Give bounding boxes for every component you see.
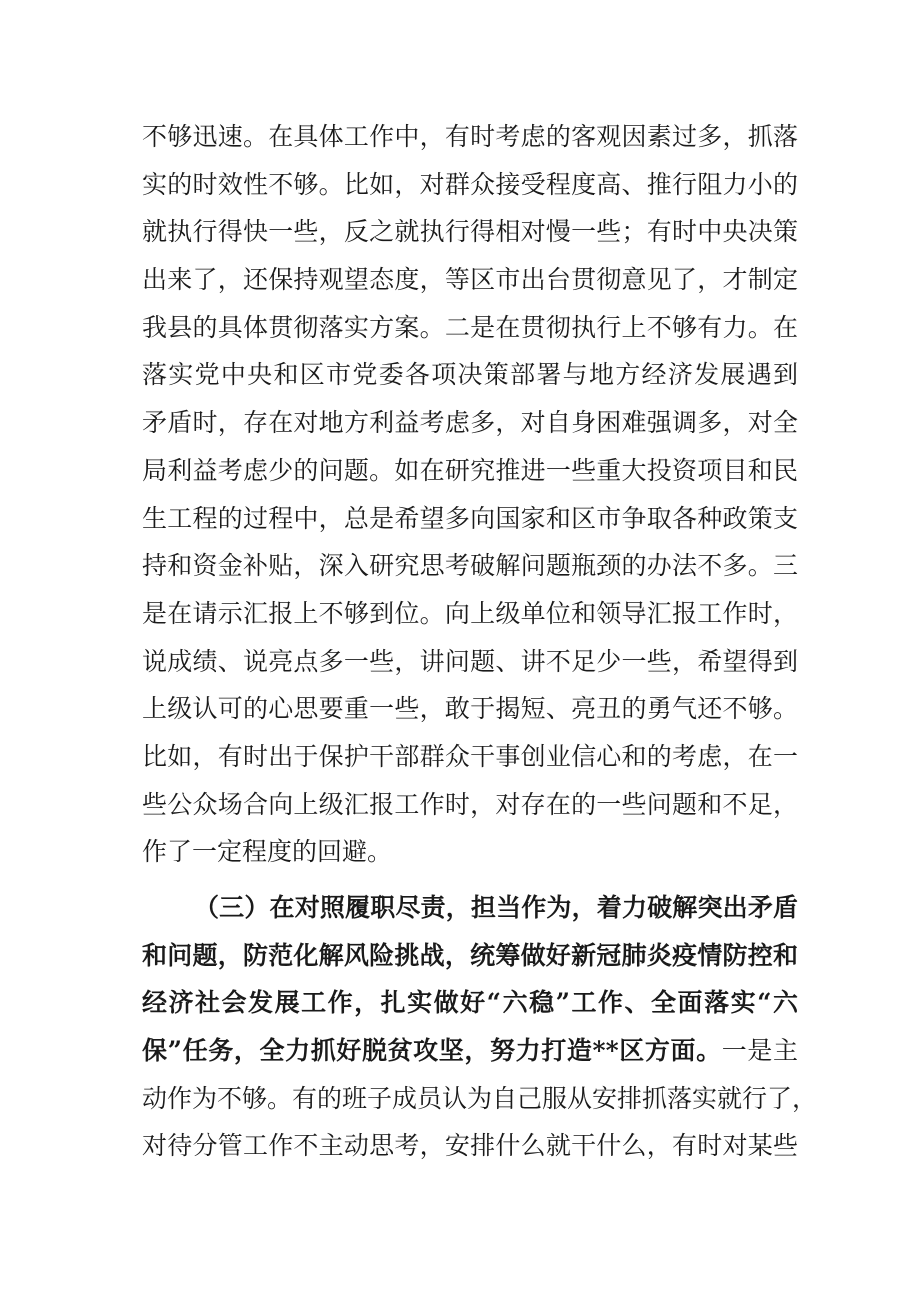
text-line: 生工程的过程中，总是希望多向国家和区市争取各种政策支: [142, 503, 798, 533]
body-text: [142, 113, 818, 1170]
text-line: 出来了，还保持观望态度，等区市出台贯彻意见了，才制定: [142, 265, 798, 295]
text-span: 一是主: [721, 1036, 798, 1066]
text-line: 作了一定程度的回避。: [142, 837, 393, 867]
paragraph-gap: [142, 876, 798, 884]
text-line: 说成绩、说亮点多一些，讲问题、讲不足少一些，希望得到: [142, 646, 798, 676]
text-line: 局利益考虑少的问题。如在研究推进一些重大投资项目和民: [142, 455, 798, 485]
text-line: 动作为不够。有的班子成员认为自己服从安排抓落实就行了，: [142, 1083, 818, 1113]
text-line: 实的时效性不够。比如，对群众接受程度高、推行阻力小的: [142, 169, 798, 199]
section-heading-tail: 保”任务，全力抓好脱贫攻坚，努力打造**区方面。: [142, 1036, 722, 1066]
text-line: 些公众场合向上级汇报工作时，对存在的一些问题和不足，: [142, 789, 798, 819]
text-line: 是在请示汇报上不够到位。向上级单位和领导汇报工作时，: [142, 598, 798, 628]
text-line: 持和资金补贴，深入研究思考破解问题瓶颈的办法不多。三: [142, 551, 798, 581]
section-heading-line: 经济社会发展工作，扎实做好“六稳”工作、全面落实“六: [142, 988, 798, 1018]
section-heading-line: 和问题，防范化解风险挑战，统筹做好新冠肺炎疫情防控和: [142, 940, 798, 970]
text-line: 比如，有时出于保护干部群众干事创业信心和的考虑，在一: [142, 741, 798, 771]
text-line: 不够迅速。在具体工作中，有时考虑的客观因素过多，抓落: [142, 122, 798, 151]
text-line: 上级认可的心思要重一些，敢于揭短、亮丑的勇气还不够。: [142, 694, 798, 724]
text-line: 就执行得快一些，反之就执行得相对慢一些；有时中央决策: [142, 217, 798, 247]
text-line: 我县的具体贯彻落实方案。二是在贯彻执行上不够有力。在: [142, 312, 798, 342]
mixed-line: [142, 1027, 798, 1075]
text-line: 落实党中央和区市党委各项决策部署与地方经济发展遇到: [142, 360, 798, 390]
text-line: 对待分管工作不主动思考，安排什么就干什么，有时对某些: [142, 1131, 798, 1161]
text-line: 矛盾时，存在对地方利益考虑多，对自身困难强调多，对全: [142, 408, 798, 438]
section-heading-line: （三）在对照履职尽责，担当作为，着力破解突出矛盾: [194, 893, 798, 922]
